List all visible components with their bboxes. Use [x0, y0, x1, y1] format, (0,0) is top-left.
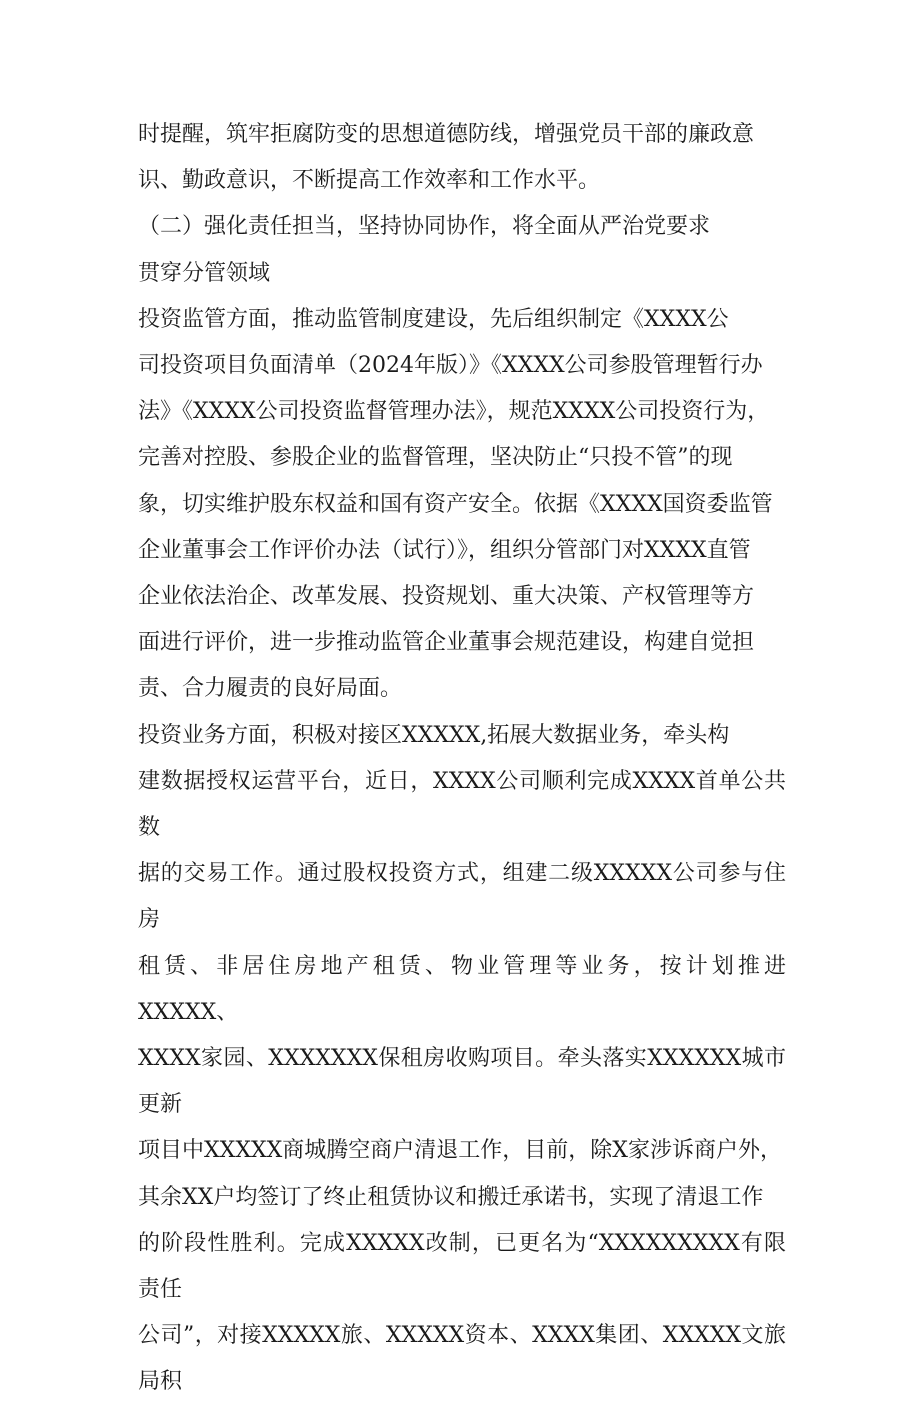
- paragraph-integrity-awareness: 时提醒，筑牢拒腐防变的思想道德防线，增强党员干部的廉政意 识、勤政意识，不断提高工作效率和工作水平。: [138, 122, 755, 194]
- document-body: [138, 112, 786, 1406]
- paragraph-investment-business: 投资业务方面，积极对接区XXXXX,拓展大数据业务，牵头构 建数据授权运营平台，近日，XXXX公司顺利完成XXXX首单公共数 据的交易工作。通过股权投资方式，组建二级XXXXX公司参与住房 租赁、非居住房地产租赁、物业管理等业务，按计划推进XXXXX、 XXXX家园、XXXXXXX保租房收购项目。牵头落实XXXXXX城市更新 项目中XXXXX商城腾空商户清退工作，目前，除X家涉诉商户外， 其余XX户均签订了终止租赁协议和搬迁承诺书，实现了清退工作 的阶段性胜利。完成XXXXX改制，已更名为“XXXXXXXXX有限责任 公司”，对接XXXXX旅、XXXXX资本、XXXX集团、XXXXX文旅局积: [138, 722, 786, 1395]
- section-heading-responsibility: （二）强化责任担当，坚持协同协作，将全面从严治党要求 贯穿分管领域: [138, 214, 711, 286]
- paragraph-investment-supervision: 投资监管方面，推动监管制度建设，先后组织制定《XXXX公 司投资项目负面清单（2024年版）》《XXXX公司参股管理暂行办 法》《XXXX公司投资监督管理办法》，规范XXXX公司投资行为， 完善对控股、参股企业的监督管理，坚决防止“只投不管”的现 象，切实维护股东权益和国有资产安全。依据《XXXX国资委监管 企业董事会工作评价办法（试行）》，组织分管部门对XXXX直管 企业依法治企、改革发展、投资规划、重大决策、产权管理等方 面进行评价，进一步推动监管企业董事会规范建设，构建自觉担 责、合力履责的良好局面。: [138, 306, 773, 702]
